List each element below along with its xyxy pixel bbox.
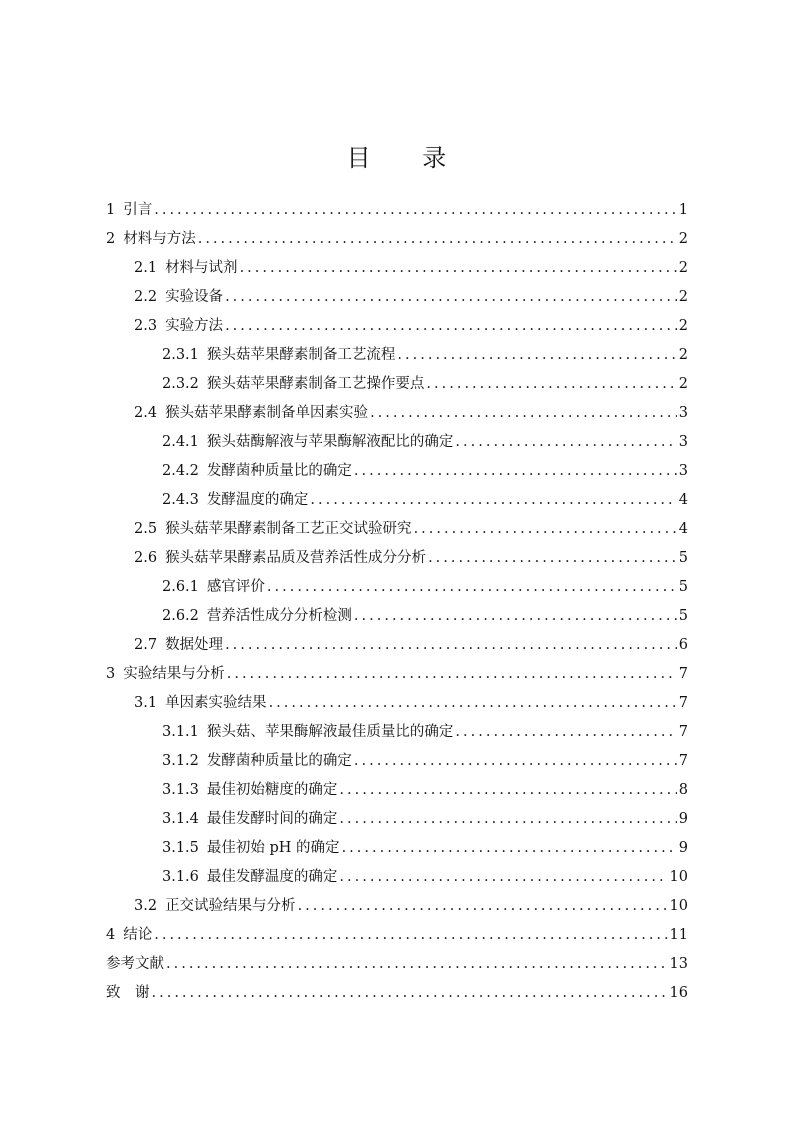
toc-entry-number: 2.6.1 bbox=[162, 579, 199, 595]
toc-entry[interactable] bbox=[106, 892, 688, 921]
toc-entry-number: 2.4 bbox=[134, 405, 158, 421]
toc-entry-number: 3.1 bbox=[134, 695, 158, 711]
toc-entry-number: 2.4.3 bbox=[162, 492, 199, 508]
toc-entry-page: 7 bbox=[678, 666, 688, 682]
toc-entry-number: 2.7 bbox=[134, 637, 158, 653]
toc-entry-page: 7 bbox=[678, 695, 688, 711]
toc-dot-leader bbox=[426, 370, 676, 399]
toc-entry[interactable] bbox=[106, 921, 688, 950]
toc-entry-number: 3.1.4 bbox=[162, 811, 199, 827]
toc-entry-title: 单因素实验结果 bbox=[165, 695, 267, 711]
toc-entry[interactable] bbox=[106, 602, 688, 631]
toc-entry-title: 材料与方法 bbox=[123, 231, 196, 247]
toc-entry[interactable] bbox=[106, 776, 688, 805]
toc-entry[interactable] bbox=[106, 457, 688, 486]
toc-entry-title: 猴头菇、苹果酶解液最佳质量比的确定 bbox=[206, 724, 454, 740]
toc-entry-title: 发酵菌种质量比的确定 bbox=[206, 753, 352, 769]
toc-entry-title: 发酵菌种质量比的确定 bbox=[206, 463, 352, 479]
toc-dot-leader bbox=[227, 660, 677, 689]
toc-entry-number: 1 bbox=[106, 202, 116, 218]
toc-entry-title: 材料与试剂 bbox=[165, 260, 238, 276]
toc-dot-leader bbox=[154, 921, 667, 950]
toc-entry[interactable] bbox=[106, 631, 688, 660]
toc-entry-title: 最佳初始 pH 的确定 bbox=[206, 840, 340, 856]
toc-entry-page: 10 bbox=[669, 898, 688, 914]
toc-entry-number: 2.6 bbox=[134, 550, 158, 566]
toc-entry-number: 2.2 bbox=[134, 289, 158, 305]
toc-dot-leader bbox=[354, 747, 677, 776]
toc-entry-number: 2 bbox=[106, 231, 116, 247]
toc-entry-page: 7 bbox=[678, 724, 688, 740]
toc-dot-leader bbox=[269, 689, 677, 718]
toc-entry[interactable] bbox=[106, 312, 688, 341]
toc-dot-leader bbox=[414, 515, 677, 544]
toc-entry-title: 正交试验结果与分析 bbox=[165, 898, 296, 914]
toc-entry-title: 营养活性成分分析检测 bbox=[206, 608, 352, 624]
toc-entry-page: 16 bbox=[669, 985, 688, 1001]
toc-entry-title: 最佳初始糖度的确定 bbox=[206, 782, 338, 798]
toc-dot-leader bbox=[455, 718, 676, 747]
toc-entry-title: 实验方法 bbox=[165, 318, 224, 334]
toc-dot-leader bbox=[354, 602, 677, 631]
toc-entry-number: 3.2 bbox=[134, 898, 158, 914]
toc-entry[interactable] bbox=[106, 747, 688, 776]
toc-entry-title: 猴头菇苹果酵素制备单因素实验 bbox=[165, 405, 369, 421]
toc-entry[interactable] bbox=[106, 399, 688, 428]
toc-entry-number: 2.5 bbox=[134, 521, 158, 537]
toc-entry-title: 致 谢 bbox=[106, 985, 150, 1001]
toc-dot-leader bbox=[240, 254, 677, 283]
toc-entry-page: 4 bbox=[678, 521, 688, 537]
toc-entry-page: 9 bbox=[678, 811, 688, 827]
toc-entry-page: 8 bbox=[678, 782, 688, 798]
toc-entry[interactable] bbox=[106, 254, 688, 283]
toc-entry-title: 参考文献 bbox=[106, 956, 164, 972]
toc-entry-title: 发酵温度的确定 bbox=[206, 492, 309, 508]
toc-dot-leader bbox=[397, 341, 676, 370]
toc-entry-page: 2 bbox=[678, 318, 688, 334]
toc-entry-page: 1 bbox=[678, 202, 688, 218]
toc-entry-page: 2 bbox=[678, 289, 688, 305]
toc-entry-number: 3.1.2 bbox=[162, 753, 199, 769]
toc-entry-title: 感官评价 bbox=[206, 579, 265, 595]
toc-entry-title: 最佳发酵温度的确定 bbox=[206, 869, 338, 885]
toc-dot-leader bbox=[225, 283, 677, 312]
toc-entry-number: 2.3 bbox=[134, 318, 158, 334]
toc-dot-leader bbox=[354, 457, 677, 486]
toc-entry[interactable] bbox=[106, 428, 688, 457]
toc-dot-leader bbox=[267, 573, 677, 602]
toc-dot-leader bbox=[152, 979, 668, 1008]
toc-entry-number: 3.1.3 bbox=[162, 782, 199, 798]
toc-dot-leader bbox=[370, 399, 677, 428]
toc-dot-leader bbox=[225, 631, 677, 660]
toc-entry[interactable] bbox=[106, 196, 688, 225]
toc-entry-title: 引言 bbox=[123, 202, 153, 218]
toc-entry[interactable] bbox=[106, 979, 688, 1008]
toc-entry[interactable] bbox=[106, 225, 688, 254]
toc-entry[interactable] bbox=[106, 370, 688, 399]
toc-entry-title: 猴头菇苹果酵素制备工艺流程 bbox=[206, 347, 396, 363]
toc-title: 目 录 bbox=[346, 144, 469, 172]
toc-dot-leader bbox=[428, 544, 677, 573]
toc-entry[interactable] bbox=[106, 718, 688, 747]
toc-entry-title: 结论 bbox=[123, 927, 153, 943]
toc-entry-page: 3 bbox=[678, 463, 688, 479]
toc-entry-page: 6 bbox=[678, 637, 688, 653]
toc-dot-leader bbox=[339, 863, 667, 892]
toc-entry-number: 3.1.1 bbox=[162, 724, 199, 740]
toc-entry-title: 猴头菇苹果酵素制备工艺操作要点 bbox=[206, 376, 425, 392]
toc-entry-title: 实验设备 bbox=[165, 289, 224, 305]
toc-entry-page: 4 bbox=[678, 492, 688, 508]
toc-entry-page: 2 bbox=[678, 376, 688, 392]
toc-entry-page: 5 bbox=[678, 608, 688, 624]
toc-entry[interactable] bbox=[106, 805, 688, 834]
toc-dot-leader bbox=[455, 428, 676, 457]
toc-entry-page: 7 bbox=[678, 753, 688, 769]
toc-dot-leader bbox=[154, 196, 677, 225]
toc-dot-leader bbox=[198, 225, 677, 254]
toc-entry-title: 猴头菇酶解液与苹果酶解液配比的确定 bbox=[206, 434, 454, 450]
toc-entry-number: 2.1 bbox=[134, 260, 158, 276]
toc-entry-title: 数据处理 bbox=[165, 637, 224, 653]
toc-entry-number: 2.4.1 bbox=[162, 434, 199, 450]
toc-entry-page: 2 bbox=[678, 260, 688, 276]
toc-entry[interactable] bbox=[106, 341, 688, 370]
toc-dot-leader bbox=[310, 486, 676, 515]
toc-entry-page: 2 bbox=[678, 231, 688, 247]
toc-entry[interactable] bbox=[106, 863, 688, 892]
toc-entry-page: 2 bbox=[678, 347, 688, 363]
toc-entry[interactable] bbox=[106, 544, 688, 573]
toc-entry-title: 猴头菇苹果酵素品质及营养活性成分分析 bbox=[165, 550, 427, 566]
toc-entry[interactable] bbox=[106, 283, 688, 312]
toc-entry-page: 5 bbox=[678, 579, 688, 595]
toc-list bbox=[106, 196, 688, 1008]
toc-entry[interactable] bbox=[106, 486, 688, 515]
toc-entry-number: 2.4.2 bbox=[162, 463, 199, 479]
toc-dot-leader bbox=[342, 834, 677, 863]
toc-dot-leader bbox=[339, 776, 676, 805]
toc-entry-title: 最佳发酵时间的确定 bbox=[206, 811, 338, 827]
toc-entry[interactable] bbox=[106, 950, 688, 979]
toc-entry-number: 4 bbox=[106, 927, 116, 943]
toc-entry-number: 2.3.2 bbox=[162, 376, 199, 392]
toc-entry[interactable] bbox=[106, 834, 688, 863]
toc-dot-leader bbox=[225, 312, 677, 341]
toc-entry-page: 5 bbox=[678, 550, 688, 566]
toc-entry[interactable] bbox=[106, 573, 688, 602]
toc-dot-leader bbox=[166, 950, 668, 979]
toc-entry-number: 3 bbox=[106, 666, 116, 682]
toc-entry-number: 3.1.6 bbox=[162, 869, 199, 885]
toc-entry-page: 3 bbox=[678, 434, 688, 450]
toc-entry-page: 9 bbox=[678, 840, 688, 856]
toc-entry[interactable] bbox=[106, 689, 688, 718]
toc-entry-number: 3.1.5 bbox=[162, 840, 199, 856]
toc-entry-page: 13 bbox=[669, 956, 688, 972]
toc-entry-page: 3 bbox=[678, 405, 688, 421]
toc-dot-leader bbox=[339, 805, 676, 834]
toc-entry[interactable] bbox=[106, 515, 688, 544]
toc-entry-number: 2.6.2 bbox=[162, 608, 199, 624]
toc-entry-page: 10 bbox=[669, 869, 688, 885]
toc-dot-leader bbox=[298, 892, 668, 921]
toc-entry-number: 2.3.1 bbox=[162, 347, 199, 363]
toc-entry-title: 实验结果与分析 bbox=[123, 666, 225, 682]
toc-entry[interactable] bbox=[106, 660, 688, 689]
toc-entry-page: 11 bbox=[669, 927, 688, 943]
toc-entry-title: 猴头菇苹果酵素制备工艺正交试验研究 bbox=[165, 521, 412, 537]
